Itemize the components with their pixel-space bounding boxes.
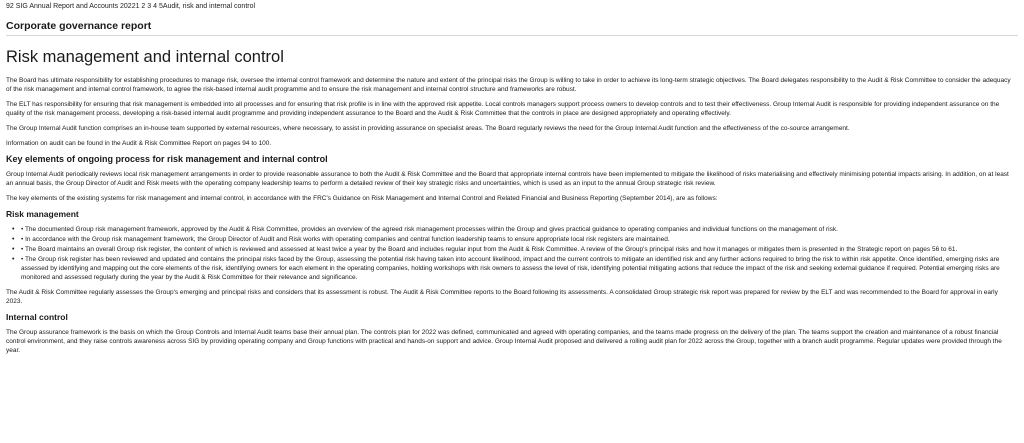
- risk-management-closing: The Audit & Risk Committee regularly assesses the Group's emerging and principal risks and considers that its assessment is robust. The Audit & Risk Committee reports to the Board following its assessments. A consolidated Group strategic risk report was prepared for review by the ELT and was recommended to the Board for approval in early 2023.: [6, 289, 998, 305]
- list-item: • • The documented Group risk management framework, approved by the Audit & Risk Committee, provides an overview of the agreed risk management processes within the Group and gives practical guidance to operating companies and individual functions on the management of risk.: [21, 225, 1018, 234]
- intro-paragraph-4: Information on audit can be found in the Audit & Risk Committee Report on pages 94 to 100.: [6, 140, 272, 147]
- page-title: Risk management and internal control: [6, 48, 284, 66]
- internal-control-heading: Internal control: [6, 312, 68, 322]
- key-elements-paragraph-1: Group Internal Audit periodically reviews local risk management arrangements in order to provide reasonable assurance to both the Audit & Risk Committee and the Board that appropriate internal controls have been implemented to mitigate the likelihood of risks materialising and effectively minimising potential impacts arising. In addition, on at least an annual basis, the Group Director of Audit and Risk meets with the operating company leadership teams to perform a detailed review of their key strategic risks and uncertainties, which is used as an input to the annual Group strategic risk review.: [6, 171, 1009, 187]
- section-divider: [6, 35, 1018, 36]
- risk-management-heading: Risk management: [6, 209, 79, 219]
- risk-management-list: [6, 225, 1018, 282]
- list-item: • • The Board maintains an overall Group risk register, the content of which is reviewed and assessed at least twice a year by the Board and includes regular input from the Audit & Risk Committee. A review of the Group's principal risks and how it manages or mitigates them is presented in the Strategic report on pages 56 to 61.: [21, 245, 1018, 254]
- section-title: Corporate governance report: [6, 20, 152, 32]
- intro-paragraph-2: The ELT has responsibility for ensuring that risk management is embedded into all processes and for ensuring that risk profile is in line with the approved risk appetite. Local controls managers support process owners to develop controls and to test their effectiveness. Group Internal Audit is responsible for providing independent assurance on the quality of the risk management process, developing a risk-based internal audit programme and providing independent assurance to the Board and the Audit & Risk Committee that the controls in place are designed appropriately and operating effectively.: [6, 101, 1000, 117]
- list-item: • • In accordance with the Group risk management framework, the Group Director of Audit and Risk works with operating companies and central function leadership teams to ensure appropriate local risk registers are maintained.: [21, 235, 1018, 244]
- key-elements-paragraph-2: The key elements of the existing systems for risk management and internal control, in accordance with the FRC's Guidance on Risk Management and Internal Control and Related Financial and Business Reporting (September 2014), are as follows:: [6, 195, 718, 202]
- list-item: • • The Group risk register has been reviewed and updated and contains the principal risks faced by the Group, assessing the potential risk having taken into account likelihood, impact and the current controls to mitigate an identified risk and any further actions required to bring the risk to within risk appetite. Once identified, emerging risks are assessed by identifying and mapping out the core elements of the risk, identifying owners for each element in the operating companies, holding workshops with risk owners to assess the level of risk, identifying potential mitigating actions that reduce the impact of the risk and seeking external guidance if required. Potential emerging risks are monitored and assessed regularly during the year by the Audit & Risk Committee for their relevance and significance.: [21, 255, 1018, 282]
- key-elements-heading: Key elements of ongoing process for risk management and internal control: [6, 154, 328, 164]
- internal-control-paragraph: The Group assurance framework is the basis on which the Group Controls and Internal Audit teams base their annual plan. The controls plan for 2022 was defined, communicated and agreed with operating companies, and the teams made progress on the delivery of the plan. The teams support the creation and maintenance of a robust financial control environment, and they raise controls awareness across SIG by providing operating company and Group functions with practical and hands-on support and advice. Group Internal Audit proposed and delivered a rolling audit plan for 2022 across the Group, together with a branch audit programme. Regular updates were provided through the year.: [6, 329, 1002, 354]
- intro-paragraph-1: The Board has ultimate responsibility for establishing procedures to manage risk, oversee the internal control framework and determine the nature and extent of the principal risks the Group is willing to take in order to achieve its long-term strategic objectives. The Board delegates responsibility to the Audit & Risk Committee to consider the adequacy of the risk management and internal control framework, to agree the risk-based internal audit programme and to ensure the risk management and internal control structure and frameworks are robust.: [6, 77, 1011, 93]
- breadcrumb: 92 SIG Annual Report and Accounts 20221 2 3 4 5Audit, risk and internal control: [6, 3, 256, 10]
- intro-paragraph-3: The Group Internal Audit function comprises an in-house team supported by external resources, where necessary, to assist in providing assurance on specialist areas. The Board regularly reviews the need for the Group Internal Audit function and the effectiveness of the co-source arrangement.: [6, 125, 850, 132]
